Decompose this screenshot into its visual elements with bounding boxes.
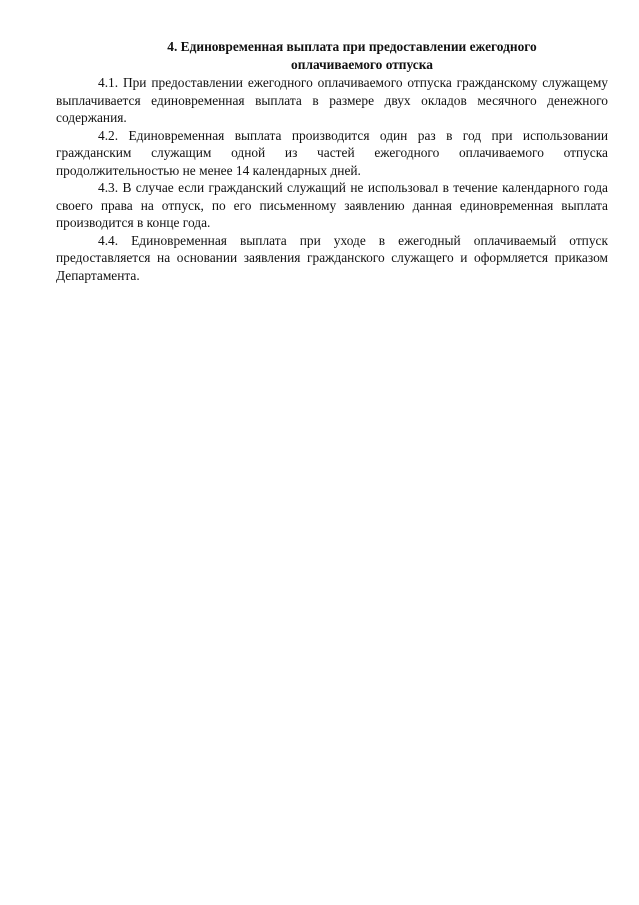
document-content (56, 38, 608, 284)
paragraph-4-1: 4.1. При предоставлении ежегодного оплачиваемого отпуска гражданскому служащему выплачивается единовременная выплата в размере двух окладов месячного денежного содержания. (56, 75, 608, 125)
paragraph-4-4: 4.4. Единовременная выплата при уходе в ежегодный оплачиваемый отпуск предоставляется на основании заявления гражданского служащего и оформляется приказом Департамента. (56, 232, 608, 283)
section-title (56, 38, 608, 73)
paragraph-4-3: 4.3. В случае если гражданский служащий не использовал в течение календарного года своего права на отпуск, по его письменному заявлению данная единовременная выплата производится в конце года. (56, 180, 608, 230)
section-title-line-1: 4. Единовременная выплата при предоставлении ежегодного (167, 39, 537, 54)
paragraph-4-2: 4.2. Единовременная выплата производится один раз в год при использовании гражданским служащим одной из частей ежегодного оплачиваемого отпуска продолжительностью не менее 14 календарных дней. (56, 127, 608, 178)
section-title-line-2: оплачиваемого отпуска (291, 56, 433, 72)
